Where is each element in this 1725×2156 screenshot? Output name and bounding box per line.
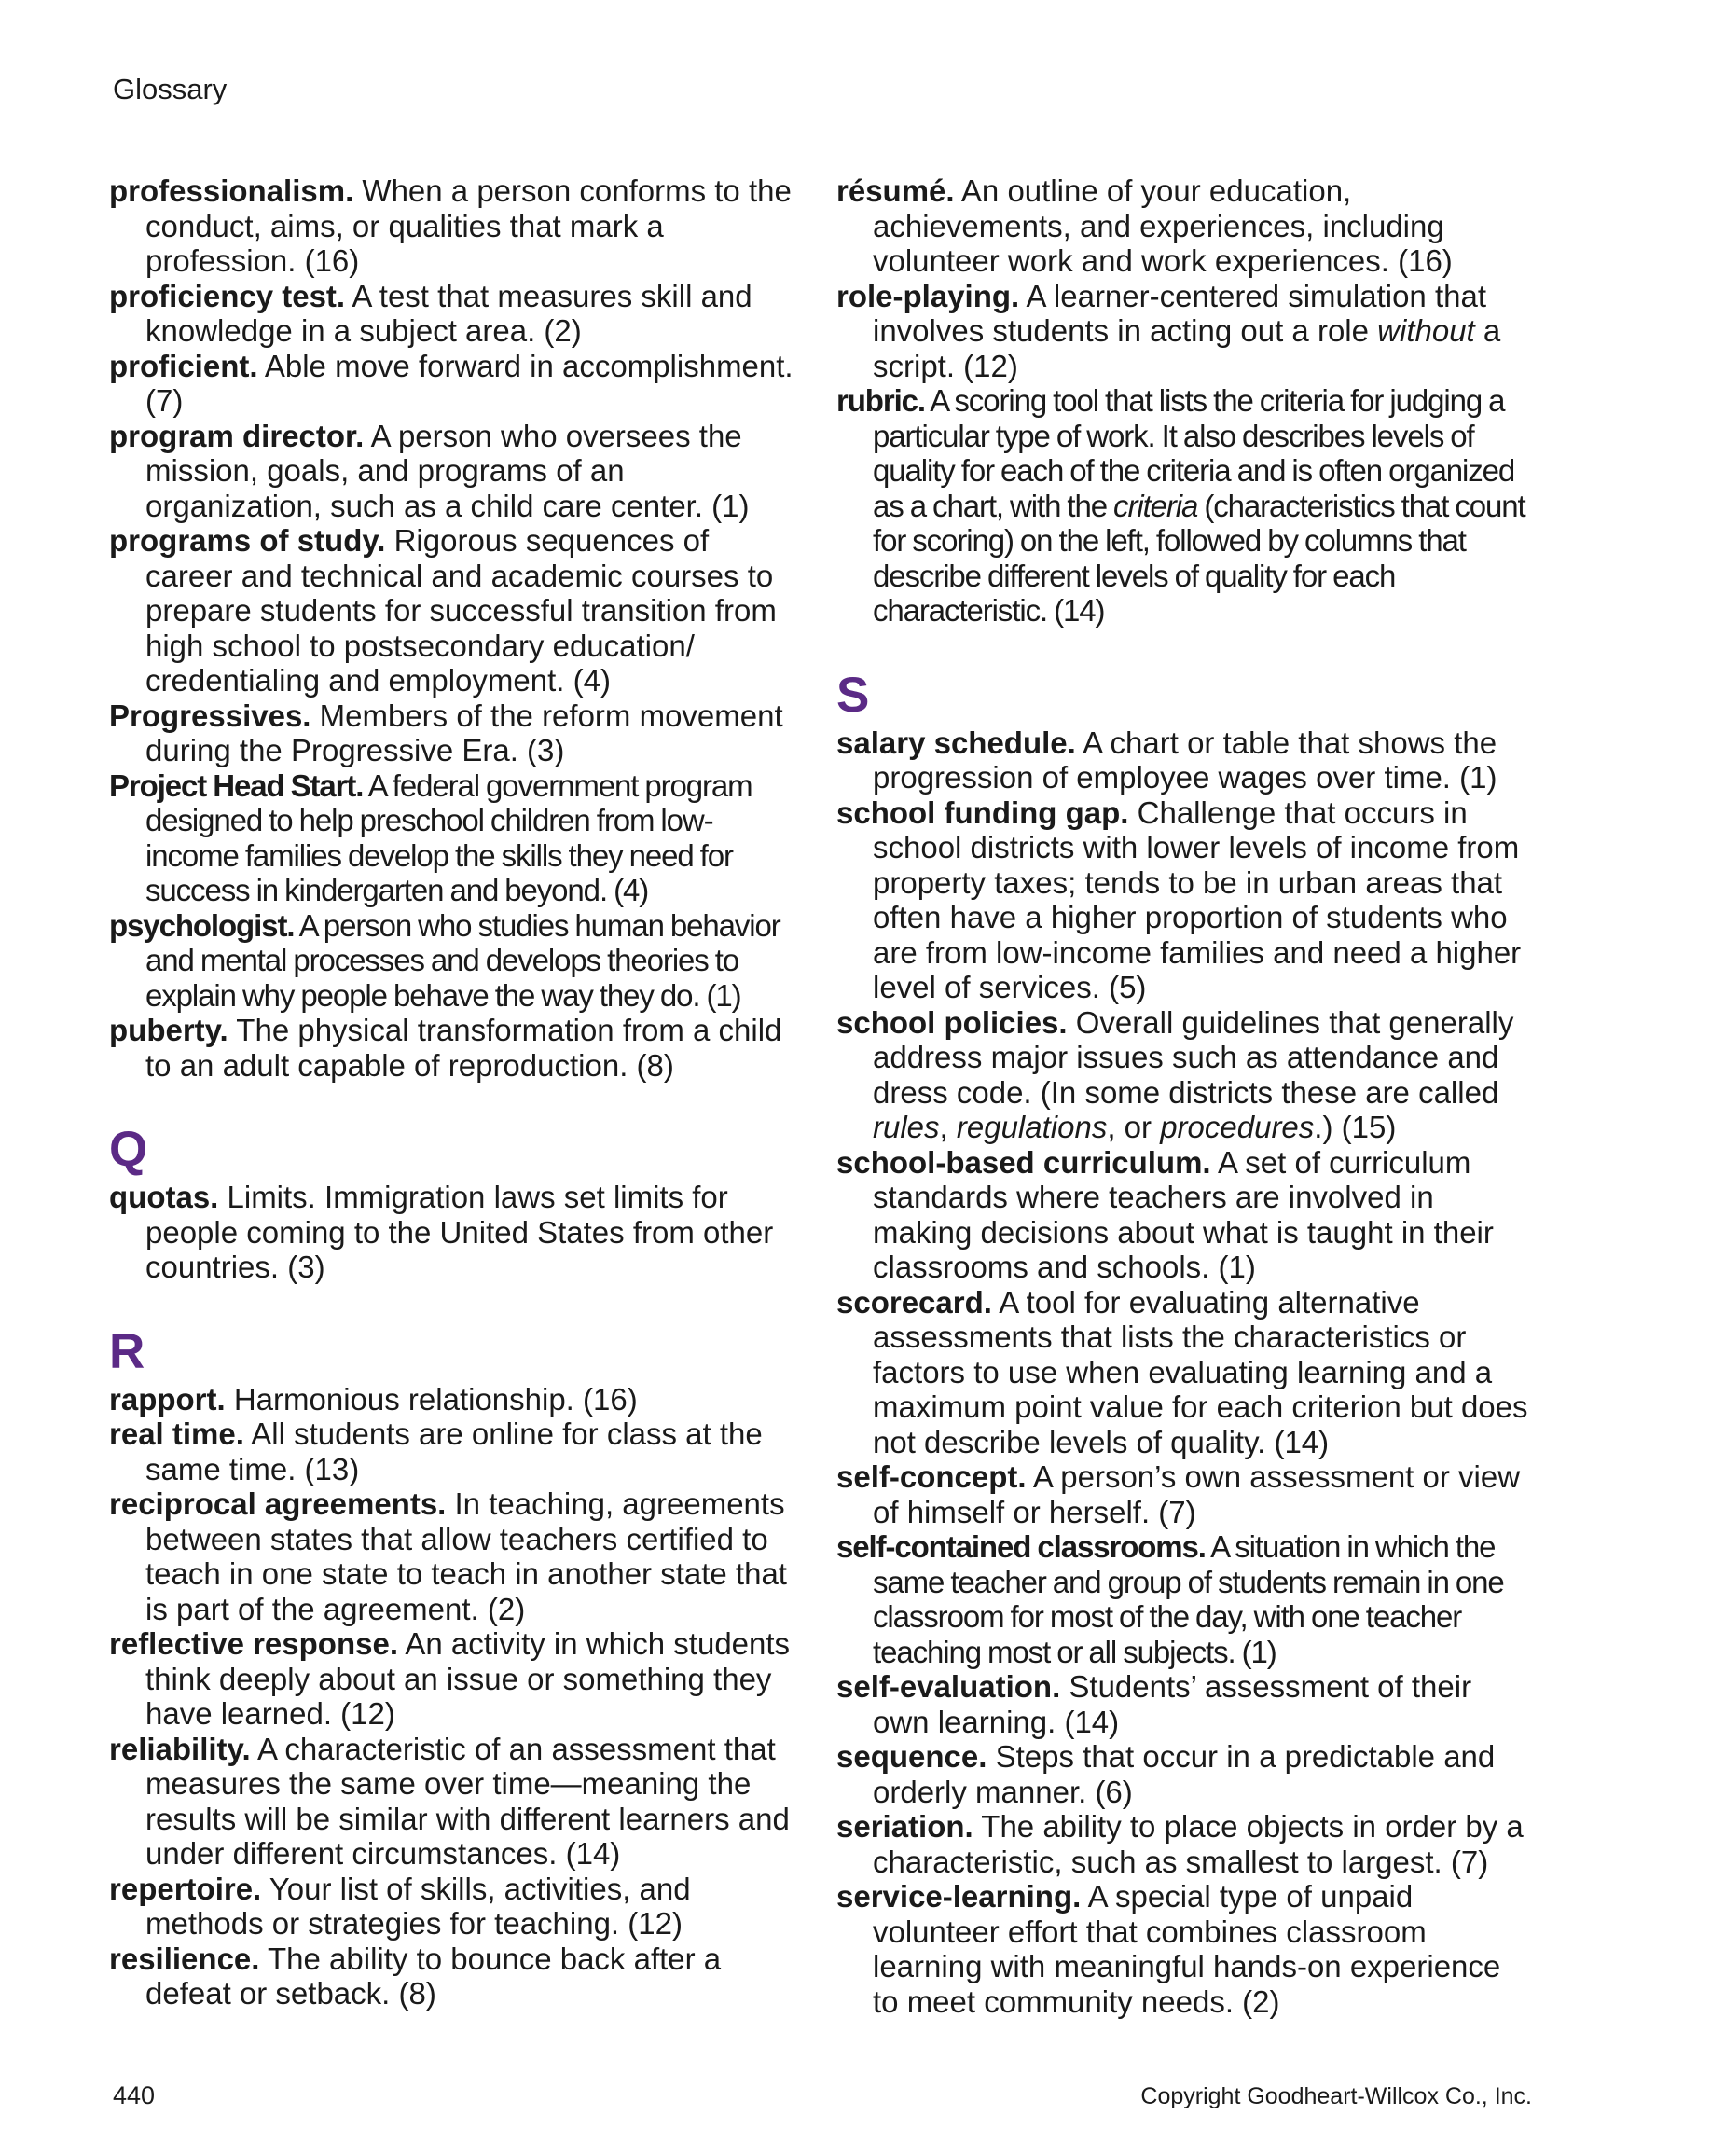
entry-definition: Limits. Immigration laws set limits for people coming to the United States from other countries. (3) [145,1180,774,1284]
entry-definition: An outline of your education, achievements, and experiences, including volunteer work and work experiences. (16) [873,173,1453,278]
entry-term: school policies. [836,1004,1068,1040]
entry-definition: A chart or table that shows the progression of employee wages over time. (1) [873,725,1497,795]
running-head: Glossary [113,73,228,105]
entry-definition: A person who studies human behavior and mental processes and develops theories to explain why people behave the way they do. (1) [145,907,780,1013]
glossary-entry [109,349,804,419]
entry-term: repertoire. [109,1871,262,1906]
glossary-entry [836,726,1534,795]
entry-definition: The physical transformation from a child to an adult capable of reproduction. (8) [145,1013,782,1083]
entry-group-s [836,726,1534,2020]
entry-emphasis: rules [873,1110,940,1144]
entry-definition: A person who oversees the mission, goals, and programs of an organization, such as a child care center. (1) [145,418,750,523]
entry-group-p [109,173,804,1083]
glossary-entry [836,1459,1534,1529]
glossary-entry [109,173,804,279]
entry-group-r-continued [836,173,1534,629]
entry-definition: A federal government program designed to help preschool children from low-income families develop the skills they need for success in kindergarten and beyond. (4) [145,767,752,907]
entry-definition: Your list of skills, activities, and methods or strategies for teaching. (12) [145,1871,691,1941]
page-number: 440 [113,2081,156,2109]
entry-term: puberty. [109,1013,228,1047]
glossary-entry [836,1739,1534,1809]
entry-term: proficiency test. [109,278,346,313]
entry-definition: The ability to bounce back after a defeat or setback. (8) [145,1941,722,2011]
entry-definition: a script. (12) [873,313,1501,383]
glossary-entry [109,1013,804,1083]
entry-definition: A scoring tool that lists the criteria for judging a particular type of work. It also describes levels of quality for each of the criteria and is often organized as a chart, with the [873,383,1515,523]
glossary-entry [109,1626,804,1732]
section-letter-s: S [836,667,870,723]
section-letter-q: Q [109,1122,148,1177]
entry-term: program director. [109,418,365,453]
glossary-entry [109,419,804,524]
entry-definition: A set of curriculum standards where teachers are involved in making decisions about what is taught in their classrooms and schools. (1) [873,1144,1494,1284]
entry-term: reciprocal agreements. [109,1486,447,1521]
glossary-entry [109,698,804,768]
glossary-entry [836,383,1534,629]
entry-definition: Students’ assessment of their own learning. (14) [873,1669,1472,1739]
glossary-entry [109,1942,804,2011]
entry-definition: A situation in which the same teacher and group of students remain in one classroom for most of the day, with one teacher teaching most or all subjects. (1) [873,1529,1504,1669]
entry-emphasis: regulations [956,1110,1108,1144]
entry-definition: A special type of unpaid volunteer effort that combines classroom learning with meaningful hands-on experience to meet community needs. (2) [873,1879,1501,2019]
glossary-entry [836,279,1534,384]
entry-definition: Challenge that occurs in school districts with lower levels of income from property taxes; tends to be in urban areas that often have a higher proportion of students who are from low-income families and need a higher level of services. (5) [873,795,1522,1004]
entry-term: resilience. [109,1941,260,1976]
glossary-entry [109,768,804,908]
entry-definition: The ability to place objects in order by a characteristic, such as smallest to largest. (7) [873,1809,1524,1879]
glossary-entry [109,1872,804,1942]
entry-term: programs of study. [109,523,386,558]
glossary-entry [836,1529,1534,1669]
glossary-entry [109,1382,804,1417]
entry-definition: Rigorous sequences of career and technical and academic courses to prepare students for successful transition from high school to postsecondary education/ credentialing and employment. (4) [145,523,777,698]
entry-term: salary schedule. [836,725,1076,760]
entry-definition: A characteristic of an assessment that measures the same over time—meaning the results will be similar with different learners and under different circumstances. (14) [145,1731,790,1871]
entry-term: scorecard. [836,1284,992,1320]
entry-group-r [109,1382,804,2011]
entry-term: school funding gap. [836,795,1129,830]
entry-definition: , or [1107,1110,1161,1144]
entry-term: psychologist. [109,907,295,943]
entry-term: proficient. [109,348,258,383]
glossary-entry [109,1732,804,1872]
entry-term: school-based curriculum. [836,1144,1211,1180]
entry-term: résumé. [836,173,955,208]
copyright-notice: Copyright Goodheart-Willcox Co., Inc. [1140,2083,1532,2109]
glossary-entry [836,1005,1534,1145]
entry-term: reliability. [109,1731,251,1766]
entry-term: self-concept. [836,1459,1027,1494]
glossary-entry [836,1879,1534,2019]
glossary-entry [836,1145,1534,1285]
entry-definition: All students are online for class at the same time. (13) [145,1417,763,1486]
entry-term: self-contained classrooms. [836,1529,1206,1564]
glossary-column-left [109,173,804,2011]
entry-definition: Harmonious relationship. (16) [225,1381,638,1417]
entry-definition: A tool for evaluating alternative assessments that lists the characteristics or factors to use when evaluating learning and a maximum point value for each criterion but does not describe levels of quality. (14) [873,1284,1528,1459]
glossary-entry [109,1486,804,1626]
entry-definition: .) (15) [1314,1110,1397,1144]
entry-group-q [109,1180,804,1285]
glossary-column-right [836,173,1534,2019]
entry-definition: , [939,1110,957,1144]
glossary-entry [109,1417,804,1486]
entry-term: seriation. [836,1809,973,1844]
entry-term: rapport. [109,1381,226,1417]
entry-definition: A test that measures skill and knowledge in a subject area. (2) [145,278,752,348]
entry-definition: An activity in which students think deeply about an issue or something they have learned. (12) [145,1626,791,1731]
entry-term: quotas. [109,1180,219,1214]
entry-term: role-playing. [836,278,1020,313]
entry-term: reflective response. [109,1626,398,1661]
glossary-entry [836,1285,1534,1460]
entry-definition: In teaching, agreements between states that allow teachers certified to teach in one state to teach in another state that is part of the agreement. (2) [145,1486,787,1626]
glossary-entry [836,173,1534,279]
glossary-entry [109,523,804,698]
entry-term: professionalism. [109,173,354,208]
entry-term: real time. [109,1417,244,1451]
entry-definition: Able move forward in accomplishment. (7) [145,348,794,418]
glossary-entry [109,908,804,1014]
entry-definition: When a person conforms to the conduct, aims, or qualities that mark a profession. (16) [145,173,792,278]
glossary-entry [836,1669,1534,1739]
entry-definition: Overall guidelines that generally address major issues such as attendance and dress code. (In some districts these are called [873,1004,1514,1110]
entry-emphasis: procedures [1160,1110,1315,1144]
entry-definition: Members of the reform movement during the Progressive Era. (3) [145,698,783,767]
glossary-entry [836,795,1534,1005]
glossary-entry [109,279,804,349]
entry-term: rubric. [836,383,925,418]
glossary-entry [109,1180,804,1285]
entry-term: Project Head Start. [109,767,364,803]
entry-emphasis: without [1377,313,1475,348]
entry-emphasis: criteria [1113,488,1198,523]
entry-definition: A learner-centered simulation that involves students in acting out a role [873,278,1486,348]
entry-term: service-learning. [836,1879,1082,1914]
entry-definition: Steps that occur in a predictable and orderly manner. (6) [873,1739,1496,1809]
entry-definition: (characteristics that count for scoring) on the left, followed by columns that describe different levels of quality for each characteristic. (14) [873,488,1525,628]
glossary-entry [836,1809,1534,1879]
section-letter-r: R [109,1323,145,1379]
entry-term: Progressives. [109,698,311,733]
entry-term: self-evaluation. [836,1669,1061,1704]
entry-definition: A person’s own assessment or view of himself or herself. (7) [873,1459,1521,1529]
entry-term: sequence. [836,1739,987,1774]
